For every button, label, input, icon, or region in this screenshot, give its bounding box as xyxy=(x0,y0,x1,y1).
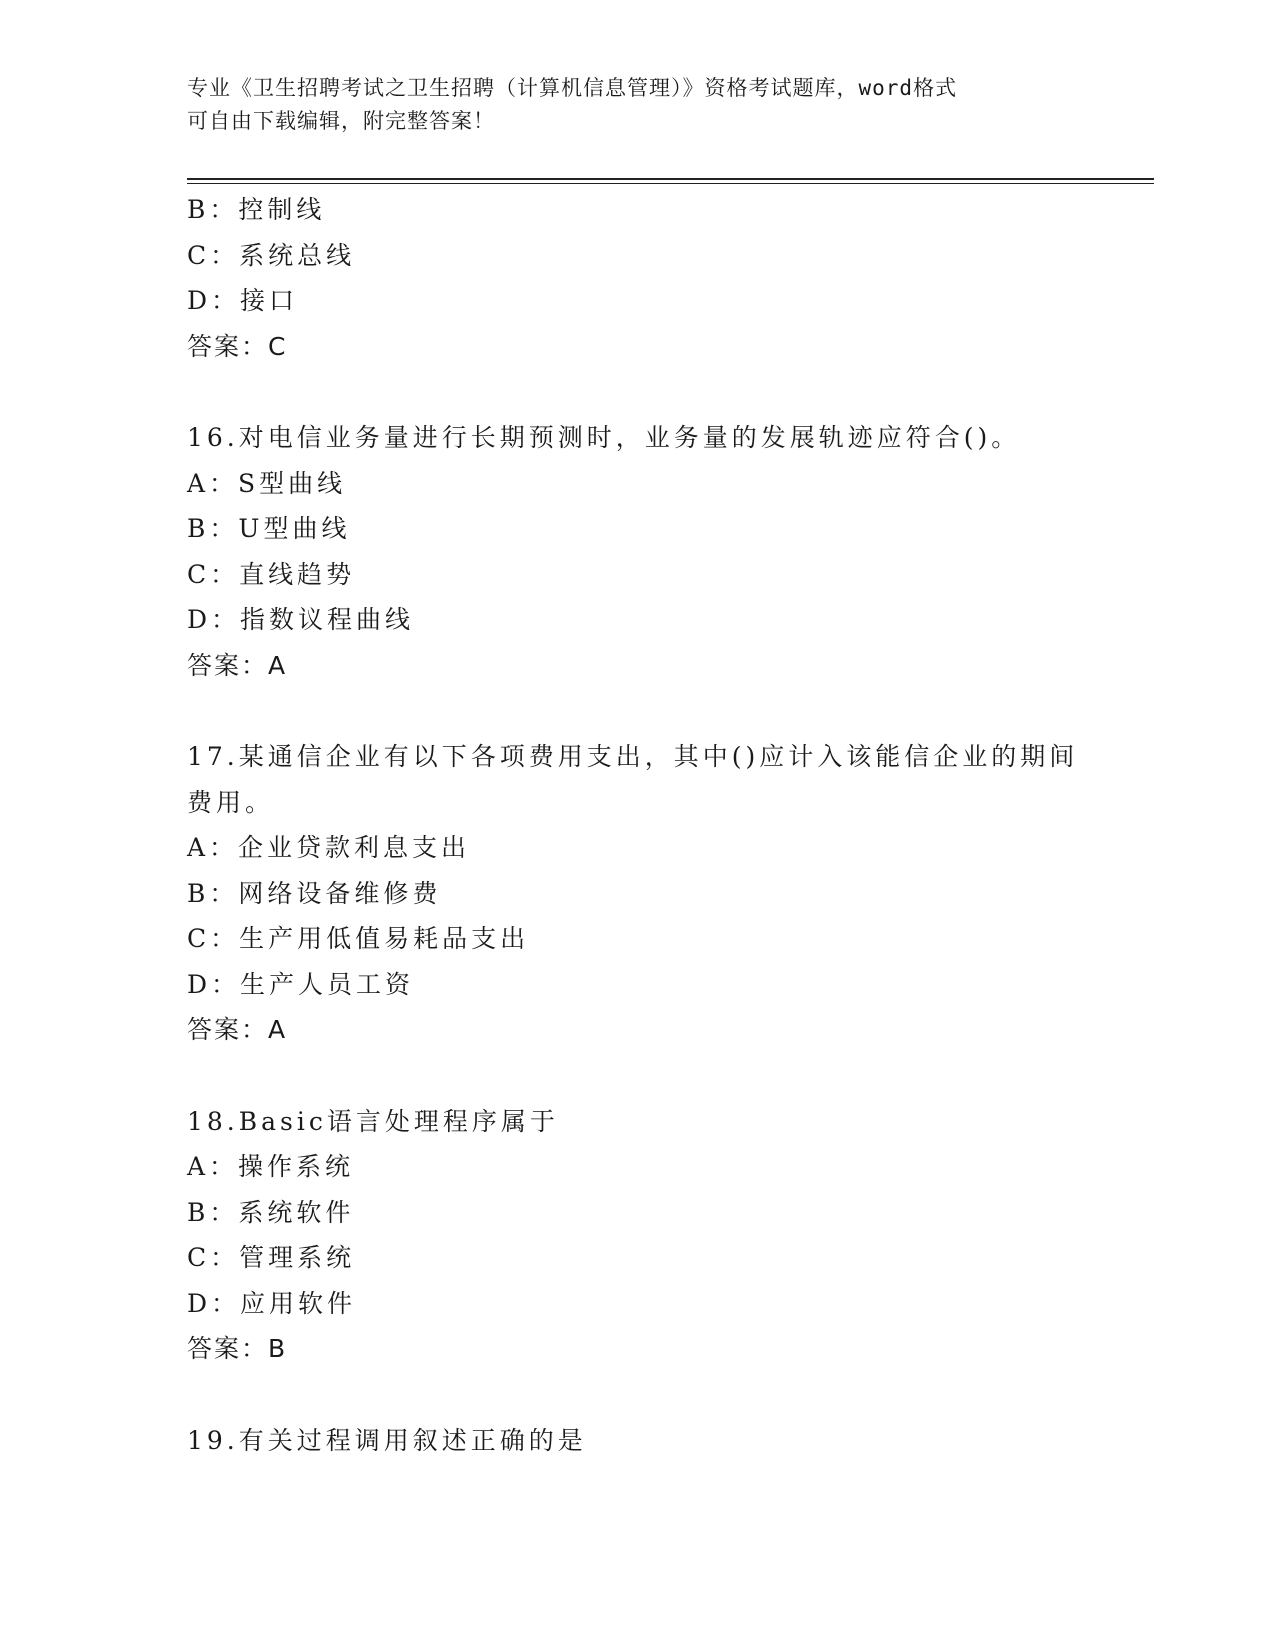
question-stem: 18.Basic语言处理程序属于 xyxy=(187,1106,559,1136)
option-c: C：管理系统 xyxy=(187,1243,356,1272)
option-a: A：企业贷款利息支出 xyxy=(187,833,471,862)
option-b: B：控制线 xyxy=(187,195,326,224)
question-block-19 xyxy=(187,1418,1087,1464)
option-c: C：系统总线 xyxy=(187,240,356,270)
question-stem: 19.有关过程调用叙述正确的是 xyxy=(187,1425,587,1455)
answer-line: 答案：A xyxy=(187,1015,288,1044)
option-c: C：生产用低值易耗品支出 xyxy=(187,924,530,953)
spacer xyxy=(187,1053,1087,1099)
page-header xyxy=(187,72,1087,138)
question-list xyxy=(187,187,1087,1463)
option-d: D：指数议程曲线 xyxy=(187,605,415,634)
header-divider-thick xyxy=(187,178,1154,180)
header-line-2: 可自由下载编辑，附完整答案！ xyxy=(187,109,495,133)
answer-line: 答案：C xyxy=(187,331,288,361)
option-a: A：操作系统 xyxy=(187,1152,355,1181)
option-c: C：直线趋势 xyxy=(187,559,356,589)
question-block-17 xyxy=(187,734,1087,1053)
question-stem: 16.对电信业务量进行长期预测时，业务量的发展轨迹应符合()。 xyxy=(187,423,1021,452)
option-d: D：生产人员工资 xyxy=(187,969,415,999)
question-block-18 xyxy=(187,1099,1087,1372)
spacer xyxy=(187,1372,1087,1418)
spacer xyxy=(187,369,1087,415)
question-block-15 xyxy=(187,187,1087,369)
option-d: D：接口 xyxy=(187,286,299,315)
question-block-16 xyxy=(187,415,1087,688)
spacer xyxy=(187,688,1087,734)
header-divider-thin xyxy=(187,183,1154,184)
question-stem-line-2: 费用。 xyxy=(187,787,275,817)
option-a: A：S型曲线 xyxy=(187,468,347,498)
question-stem-line-1: 17.某通信企业有以下各项费用支出，其中()应计入该能信企业的期间 xyxy=(187,742,1079,771)
option-b: B：U型曲线 xyxy=(187,514,351,543)
option-d: D：应用软件 xyxy=(187,1288,357,1318)
option-b: B：系统软件 xyxy=(187,1197,355,1227)
answer-line: 答案：A xyxy=(187,650,288,680)
answer-line: 答案：B xyxy=(187,1334,288,1363)
option-b: B：网络设备维修费 xyxy=(187,878,442,908)
header-line-1: 专业《卫生招聘考试之卫生招聘（计算机信息管理）》资格考试题库，word格式 xyxy=(187,76,958,100)
